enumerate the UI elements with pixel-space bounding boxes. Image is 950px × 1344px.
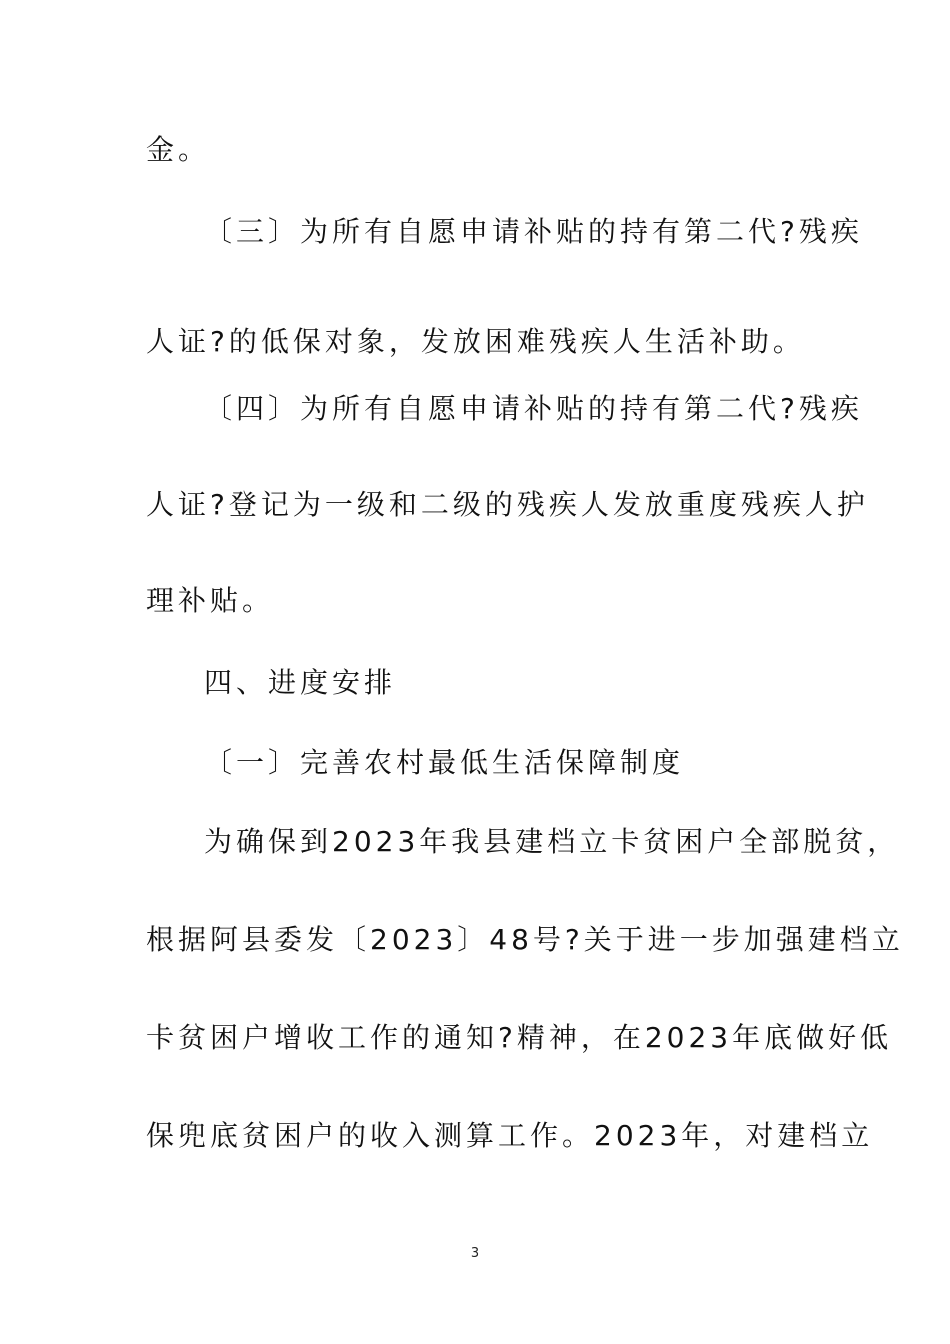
paragraph-line-7: 为确保到2023年我县建档立卡贫困户全部脱贫， bbox=[204, 825, 900, 858]
page-number: 3 bbox=[470, 1246, 480, 1261]
paragraph-line-1: 金。 bbox=[146, 133, 211, 166]
paragraph-line-4: 〔四〕为所有自愿申请补贴的持有第二代?残疾 bbox=[204, 392, 863, 425]
paragraph-line-9: 卡贫困户增收工作的通知?精神，在2023年底做好低 bbox=[146, 1021, 893, 1054]
paragraph-line-8: 根据阿县委发〔2023〕48号?关于进一步加强建档立 bbox=[146, 923, 904, 956]
subsection-heading: 〔一〕完善农村最低生活保障制度 bbox=[204, 746, 685, 779]
paragraph-line-6: 理补贴。 bbox=[146, 584, 275, 617]
paragraph-line-5: 人证?登记为一级和二级的残疾人发放重度残疾人护 bbox=[146, 488, 869, 521]
paragraph-line-2: 〔三〕为所有自愿申请补贴的持有第二代?残疾 bbox=[204, 215, 863, 248]
paragraph-line-3: 人证?的低保对象，发放困难残疾人生活补助。 bbox=[146, 325, 805, 358]
section-heading: 四、进度安排 bbox=[204, 666, 397, 699]
paragraph-line-10: 保兜底贫困户的收入测算工作。2023年，对建档立 bbox=[146, 1119, 874, 1152]
